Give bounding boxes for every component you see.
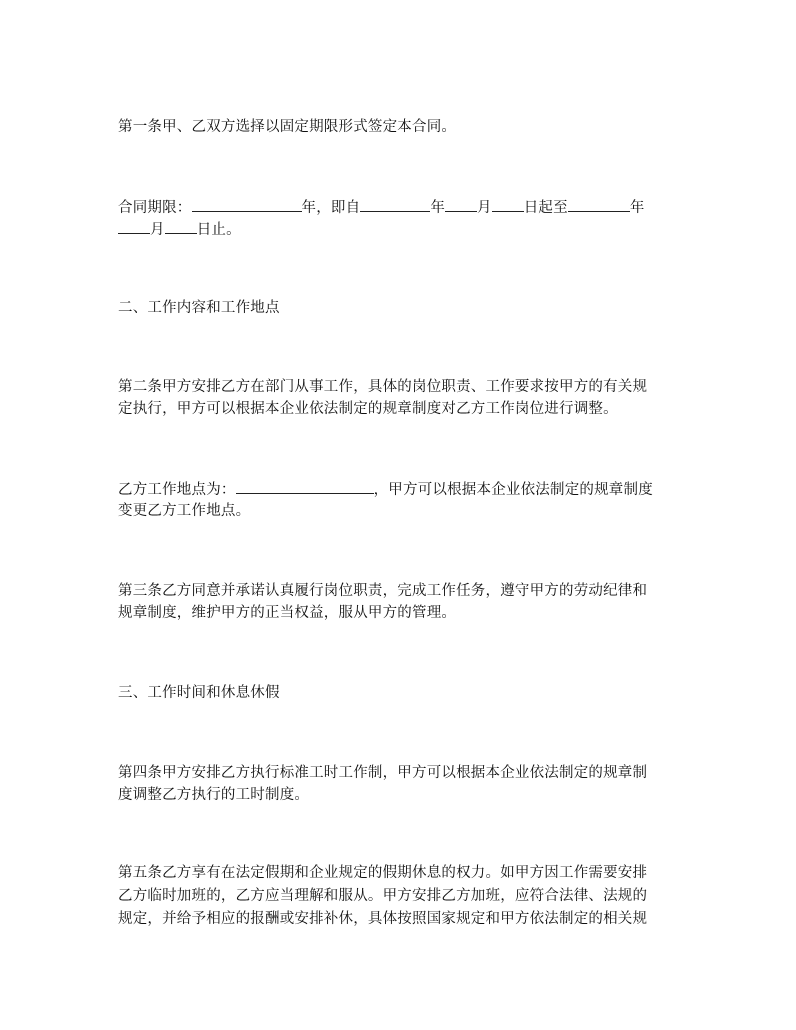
term-text-7: 日止。 [196, 222, 241, 238]
section-3-heading: 三、工作时间和休息休假 [118, 685, 280, 701]
contract-term-line-1 [118, 197, 645, 218]
start-day-blank[interactable] [492, 197, 524, 212]
article-3-line-1: 第三条乙方同意并承诺认真履行岗位职责，完成工作任务，遵守甲方的劳动纪律和 [118, 583, 648, 599]
article-2-line-2: 定执行，甲方可以根据本企业依法制定的规章制度对乙方工作岗位进行调整。 [118, 401, 618, 417]
article-5-line-2: 乙方临时加班的，乙方应当理解和服从。甲方安排乙方加班，应符合法律、法规的 [118, 888, 648, 904]
term-text-4: 日起至 [523, 200, 568, 216]
term-text-6: 月 [150, 222, 165, 238]
article-1-sentence: 第一条甲、乙双方选择以固定期限形式签定本合同。 [118, 119, 457, 135]
end-month-blank[interactable] [118, 219, 150, 234]
workplace-rest: ，甲方可以根据本企业依法制定的规章制度 [373, 482, 653, 498]
article-1-text [118, 117, 456, 137]
article-2-line-1: 第二条甲方安排乙方在部门从事工作，具体的岗位职责、工作要求按甲方的有关规 [118, 379, 648, 395]
workplace-line-2: 变更乙方工作地点。 [118, 503, 251, 519]
workplace-line-1 [118, 479, 653, 500]
article-4-line-2: 度调整乙方执行的工时制度。 [118, 787, 310, 803]
contract-term-line-2 [118, 219, 241, 240]
workplace-label: 乙方工作地点为： [118, 482, 236, 498]
term-text-2: 年 [430, 200, 446, 216]
contract-term-label: 合同期限： [118, 200, 192, 216]
end-day-blank[interactable] [165, 219, 197, 234]
start-month-blank[interactable] [445, 197, 477, 212]
section-2-heading: 二、工作内容和工作地点 [118, 300, 280, 316]
term-text-5: 年 [629, 200, 645, 216]
article-5-line-1: 第五条乙方享有在法定假期和企业规定的假期休息的权力。如甲方因工作需要安排 [118, 865, 648, 881]
term-text-3: 月 [477, 200, 492, 216]
term-text-1: 年，即自 [301, 200, 361, 216]
end-year-blank[interactable] [568, 197, 630, 212]
article-3-line-2: 规章制度，维护甲方的正当权益，服从甲方的管理。 [118, 605, 457, 621]
workplace-blank[interactable] [236, 479, 374, 494]
term-years-blank[interactable] [192, 197, 302, 212]
article-5-line-3: 规定，并给予相应的报酬或安排补休，具体按照国家规定和甲方依法制定的相关规 [118, 911, 648, 927]
article-4-line-1: 第四条甲方安排乙方执行标准工时工作制，甲方可以根据本企业依法制定的规章制 [118, 765, 648, 781]
start-year-blank[interactable] [360, 197, 430, 212]
